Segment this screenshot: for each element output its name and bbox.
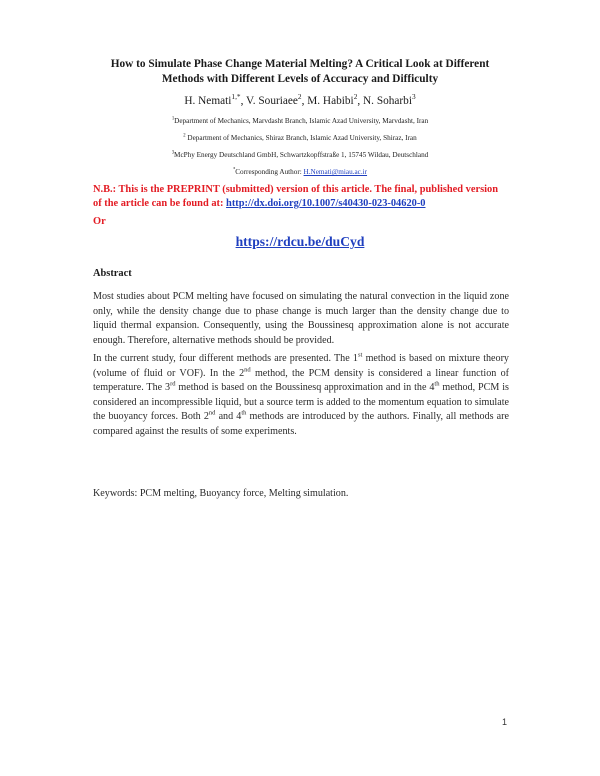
author-1: H. Nemati bbox=[184, 95, 232, 107]
short-link[interactable]: https://rdcu.be/duCyd bbox=[235, 234, 365, 249]
author-list bbox=[40, 92, 560, 107]
notice-line-1: N.B.: This is the PREPRINT (submitted) version of this article. The final, published version bbox=[93, 184, 498, 195]
preprint-notice bbox=[93, 183, 533, 211]
author-2-affil: 2 bbox=[297, 92, 302, 102]
p2-text: methods are introduced by the authors. Finally, all methods are compared against the results of some experiments. bbox=[93, 411, 510, 437]
author-2: V. Souriaee bbox=[246, 95, 298, 107]
corresponding-label: Corresponding Author: bbox=[235, 168, 304, 176]
paper-title bbox=[40, 57, 560, 87]
ordinal-sup: nd bbox=[208, 410, 216, 418]
p2-text: In the current study, four different methods are presented. The 1 bbox=[93, 353, 358, 364]
title-line-2: Methods with Different Levels of Accuracy and Difficulty bbox=[161, 73, 439, 85]
author-3: M. Habibi bbox=[307, 95, 354, 107]
doi-link[interactable]: http://dx.doi.org/10.1007/s40430-023-04620-0 bbox=[226, 198, 426, 209]
or-label: Or bbox=[93, 216, 106, 227]
affiliation-2 bbox=[40, 134, 560, 142]
p2-text: method, PCM is considered an incompressible liquid, but a source term is added to the momentum equation to simulate the buoyancy forces. Both 2 bbox=[93, 382, 509, 423]
ordinal-sup: nd bbox=[244, 366, 251, 374]
affiliation-2-mark: 2 bbox=[183, 133, 186, 139]
abstract-paragraph-2 bbox=[93, 352, 509, 440]
affiliation-1 bbox=[40, 117, 560, 125]
affiliation-3 bbox=[40, 151, 560, 159]
author-3-affil: 2 bbox=[353, 92, 358, 102]
author-4: N. Soharbi bbox=[363, 95, 412, 107]
abstract-heading: Abstract bbox=[93, 268, 132, 279]
ordinal-sup: th bbox=[434, 380, 440, 388]
author-separator: , bbox=[301, 95, 308, 107]
abstract-paragraph-1: Most studies about PCM melting have focused on simulating the natural convection in the liquid zone only, while the density change due to phase change is much larger than the density change due to liquid thermal expansion. Consequently, using the Boussinesq approximation alone is not accurate enough. Therefore, alternative methods should be provided. bbox=[93, 291, 509, 346]
affiliation-3-mark: 3 bbox=[171, 150, 175, 156]
ordinal-sup: st bbox=[357, 351, 363, 359]
affiliation-1-text: Department of Mechanics, Marvdasht Branch, Islamic Azad University, Marvdasht, Iran bbox=[174, 117, 429, 125]
keywords: Keywords: PCM melting, Buoyancy force, Melting simulation. bbox=[93, 488, 349, 499]
p2-text: method is based on mixture theory (volume of fluid or VOF). In the 2 bbox=[93, 353, 509, 379]
author-1-affil: 1,* bbox=[231, 92, 241, 102]
ordinal-sup: th bbox=[241, 410, 247, 418]
author-4-affil: 3 bbox=[411, 92, 416, 102]
affiliation-3-text: McPhy Energy Deutschland GmbH, Schwartzkopffstraße 1, 15745 Wildau, Deutschland bbox=[174, 151, 429, 159]
corresponding-author bbox=[40, 168, 560, 176]
p2-text: method is based on the Boussinesq approximation and in the 4 bbox=[175, 382, 435, 394]
corresponding-email-link[interactable]: H.Nemati@miau.ac.ir bbox=[303, 168, 368, 176]
p2-text: and 4 bbox=[215, 411, 242, 423]
notice-line-2 bbox=[93, 197, 533, 211]
title-line-1: How to Simulate Phase Change Material Melting? A Critical Look at Different bbox=[110, 58, 490, 70]
ordinal-sup: rd bbox=[170, 380, 176, 388]
affiliation-1-mark: 1 bbox=[171, 116, 175, 122]
notice-prefix: of the article can be found at: bbox=[93, 198, 227, 209]
affiliation-2-text: Department of Mechanics, Shiraz Branch, Islamic Azad University, Shiraz, Iran bbox=[185, 134, 417, 142]
p2-text: method, the PCM density is considered a linear function of temperature. The 3 bbox=[93, 367, 509, 394]
page-number: 1 bbox=[502, 717, 508, 727]
corresponding-mark: * bbox=[232, 167, 236, 173]
author-separator: , bbox=[357, 95, 364, 107]
author-separator: , bbox=[240, 95, 247, 107]
